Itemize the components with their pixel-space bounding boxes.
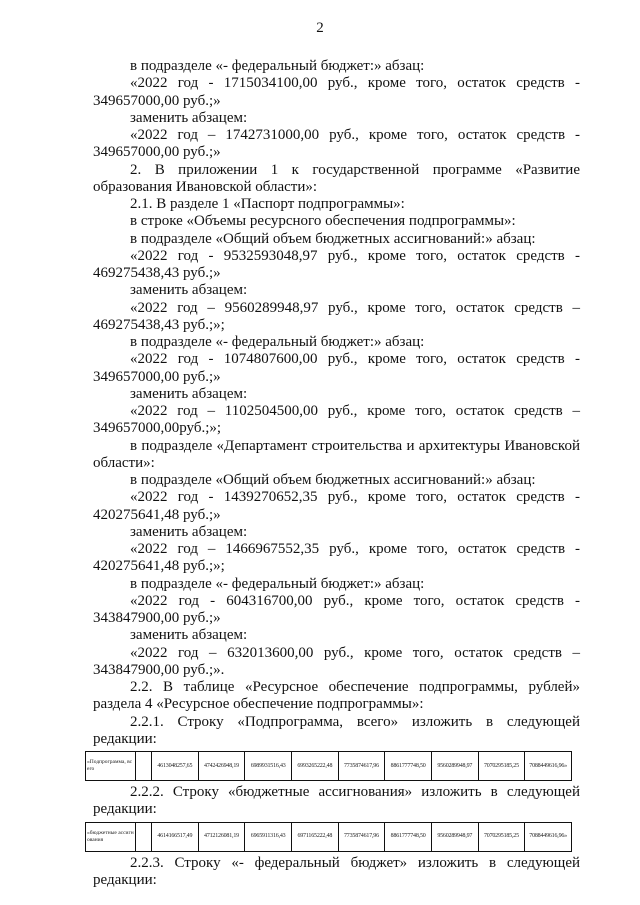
paragraph: «2022 год – 1466967552,35 руб., кроме того, остаток средств - 420275641,48 руб.;»; (93, 541, 580, 575)
paragraph: «2022 год - 1439270652,35 руб., кроме того, остаток средств - 420275641,48 руб.;» (93, 489, 580, 523)
paragraph: в подразделе «- федеральный бюджет:» абзац: (130, 58, 425, 74)
table-cell (136, 822, 152, 851)
paragraph-item-2-2-2: 2.2.2. Строку «бюджетные ассигнования» изложить в следующей редакции: (93, 784, 580, 818)
table-cell: 4613048257,65 (152, 752, 199, 781)
paragraph: «2022 год – 1742731000,00 руб., кроме того, остаток средств - 349657000,00 руб.;» (93, 127, 580, 161)
paragraph: заменить абзацем: (130, 523, 248, 540)
table-cell-label: «Подпрограмма, всего (86, 752, 136, 781)
paragraph: «2022 год - 604316700,00 руб., кроме того, остаток средств - 343847900,00 руб.;» (93, 592, 580, 626)
table-cell: 7070295185,25 (478, 822, 525, 851)
table-cell: 4742426948,19 (198, 752, 245, 781)
document-body (87, 58, 580, 889)
paragraph: в подразделе «- федеральный бюджет:» абзац: (130, 334, 425, 350)
paragraph: в подразделе «- федеральный бюджет:» абзац: (130, 575, 425, 592)
table-cell: 9560289948,97 (431, 752, 478, 781)
paragraph: в подразделе «Общий объем бюджетных ассигнований:» абзац: (130, 230, 536, 247)
table-cell: 8861777748,50 (385, 752, 432, 781)
table-cell: 4614166517,49 (152, 822, 199, 851)
paragraph: «2022 год – 1102504500,00 руб., кроме того, остаток средств – 349657000,00руб.;»; (93, 403, 580, 437)
paragraph-item-2-2-3: 2.2.3. Строку «- федеральный бюджет» изложить в следующей редакции: (93, 854, 580, 888)
table-cell-label: «бюджетные ассигнования (86, 822, 136, 851)
paragraph-item-2: 2. В приложении 1 к государственной программе «Развитие образования Ивановской области»: (93, 161, 580, 195)
paragraph: заменить абзацем: (130, 282, 248, 299)
paragraph-item-2-1: 2.1. В разделе 1 «Паспорт подпрограммы»: (130, 196, 405, 212)
paragraph: «2022 год - 1715034100,00 руб., кроме того, остаток средств - 349657000,00 руб.;» (93, 75, 580, 109)
paragraph: заменить абзацем: (130, 109, 248, 126)
table-cell: 6965911316,43 (245, 822, 292, 851)
table-cell: 7735874617,96 (338, 822, 385, 851)
paragraph: «2022 год - 1074807600,00 руб., кроме того, остаток средств - 349657000,00 руб.;» (93, 351, 580, 385)
table-cell: 6989931516,43 (245, 752, 292, 781)
paragraph: заменить абзацем: (130, 627, 248, 644)
table-cell: 4712126081,19 (198, 822, 245, 851)
paragraph: в подразделе «Общий объем бюджетных ассигнований:» абзац: (130, 472, 536, 488)
paragraph: «2022 год – 632013600,00 руб., кроме того, остаток средств – 343847900,00 руб.;». (93, 644, 580, 678)
table-cell: 7070295185,25 (478, 752, 525, 781)
table-row (86, 752, 572, 781)
resource-table-budget-allocations (85, 822, 572, 852)
table-cell: 8861777748,50 (385, 822, 432, 851)
paragraph: «2022 год - 9532593048,97 руб., кроме того, остаток средств - 469275438,43 руб.;» (93, 247, 580, 281)
paragraph: «2022 год – 9560289948,97 руб., кроме того, остаток средств – 469275438,43 руб.;»; (93, 299, 580, 333)
table-row (86, 822, 572, 851)
table-cell: 6971165222,48 (291, 822, 338, 851)
resource-table-subprogram-total (85, 751, 572, 781)
table-cell: 9560289948,97 (431, 822, 478, 851)
paragraph-item-2-2: 2.2. В таблице «Ресурсное обеспечение подпрограммы, рублей» раздела 4 «Ресурсное обеспечение подпрограммы»: (93, 679, 580, 713)
paragraph: в строке «Объемы ресурсного обеспечения подпрограммы»: (130, 213, 516, 230)
table-cell: 6993265222,48 (291, 752, 338, 781)
table-cell: 7735874617,96 (338, 752, 385, 781)
paragraph: в подразделе «Департамент строительства и архитектуры Ивановской области»: (93, 437, 580, 471)
table-cell: 7088449616,96» (525, 822, 572, 851)
table-cell: 7088449616,96» (525, 752, 572, 781)
page-number: 2 (316, 20, 324, 36)
paragraph-item-2-2-1: 2.2.1. Строку «Подпрограмма, всего» изложить в следующей редакции: (93, 713, 580, 747)
paragraph: заменить абзацем: (130, 385, 248, 402)
table-cell (136, 752, 152, 781)
